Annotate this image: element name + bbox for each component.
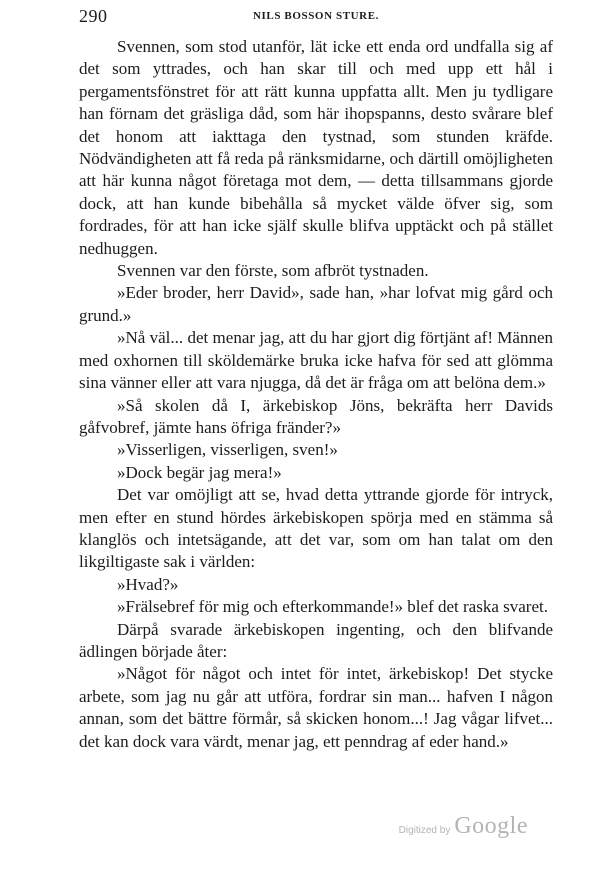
paragraph: »Frälsebref för mig och efterkommande!» blef det raska svaret. bbox=[117, 597, 548, 617]
page-number: 290 bbox=[79, 6, 108, 26]
watermark-prefix: Digitized by bbox=[398, 825, 451, 836]
running-title: NILS BOSSON STURE. bbox=[252, 10, 380, 22]
paragraph: »Hvad?» bbox=[117, 574, 179, 594]
digitized-watermark bbox=[399, 813, 528, 840]
paragraph: »Dock begär jag mera!» bbox=[117, 462, 282, 482]
paragraph: »Så skolen då I, ärkebiskop Jöns, bekräfta herr Davids gåfvobref, jämte hans öfriga fränder?» bbox=[79, 395, 553, 437]
paragraph: Därpå svarade ärkebiskopen ingenting, och den blifvande ädlingen började åter: bbox=[79, 619, 553, 661]
paragraph: Svennen, som stod utanför, lät icke ett enda ord undfalla sig af det som yttrades, och han skar till och med upp ett hål i pergamentsfönstret för att rätt kunna uppfatta allt. Men ju tydligare han förnam det gräsliga dåd, som här ihopspanns, desto svårare blef det honom att iakttaga den tystnad, som stunden kräfde. Nödvändigheten att få reda på ränksmidarne, och därtill omöjligheten att här kunna något företaga mot dem, — detta tillsammans gjorde dock, att han kunde bibehålla så mycket välde öfver sig, som fordrades, för att han icke själf skulle blifva upptäckt och på stället nedhuggen. bbox=[79, 37, 553, 258]
paragraph: »Visserligen, visserligen, sven!» bbox=[117, 440, 338, 460]
body-text bbox=[79, 36, 553, 753]
page-header bbox=[79, 6, 553, 30]
paragraph: »Eder broder, herr David», sade han, »har lofvat mig gård och grund.» bbox=[79, 283, 553, 325]
paragraph: »Nå väl... det menar jag, att du har gjort dig förtjänt af! Männen med oxhornen till sköldemärke bruka icke hafva för sed att glömma sina vänner eller att vara njugga, då det är fråga om att belöna dem.» bbox=[79, 328, 553, 393]
paragraph: Svennen var den förste, som afbröt tystnaden. bbox=[117, 261, 429, 281]
paragraph: Det var omöjligt att se, hvad detta yttrande gjorde för intryck, men efter en stund hördes ärkebiskopen spörja med en stämma så klanglös och intetsägande, att det var, som om han talat om den likgiltigaste sak i världen: bbox=[79, 485, 553, 572]
google-logo: Google bbox=[454, 813, 528, 839]
paragraph: »Något för något och intet för intet, ärkebiskop! Det stycke arbete, som jag nu går att utföra, fordrar sin man... hafven I någon annan, som det bättre förmår, så skicken honom...! Jag vågar lifvet... det kan dock vara värdt, menar jag, ett penndrag af eder hand.» bbox=[79, 664, 553, 751]
